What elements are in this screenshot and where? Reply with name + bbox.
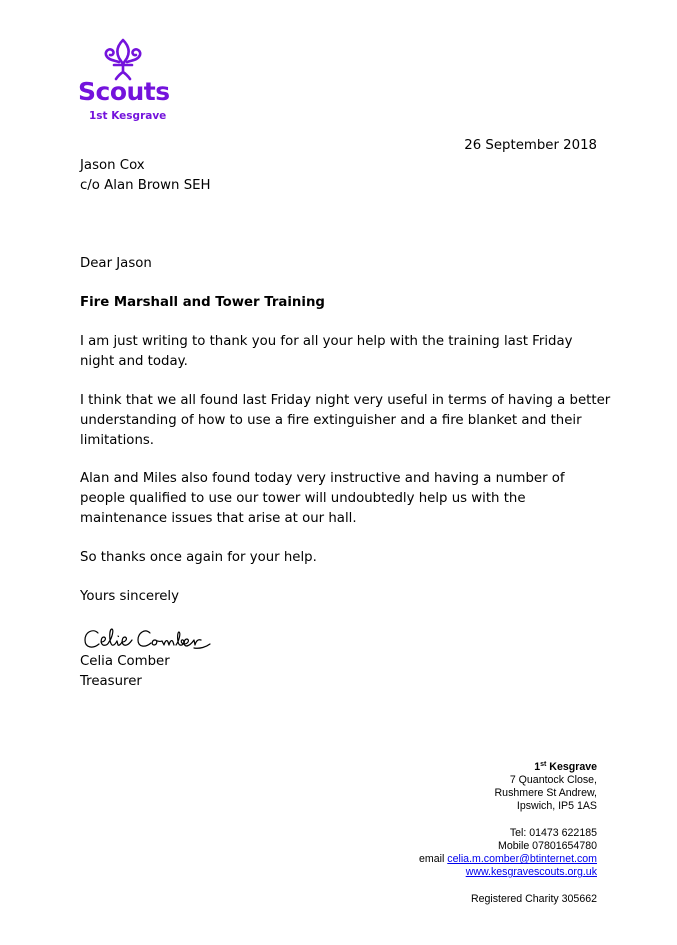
email-link[interactable]: celia.m.comber@btinternet.com <box>447 853 597 865</box>
salutation: Dear Jason <box>80 256 152 271</box>
paragraph-line: understanding of how to use a fire extinguisher and a fire blanket and their <box>80 413 582 428</box>
footer-spacer <box>337 813 597 827</box>
address-line: 7 Quantock Close, <box>509 774 597 786</box>
footer-organisation <box>337 761 597 774</box>
org-name: Kesgrave <box>549 761 597 773</box>
paragraph-line: maintenance issues that arise at our hall. <box>80 511 357 526</box>
email-line <box>337 853 597 866</box>
signatory-name: Celia Comber <box>80 654 170 669</box>
registered-charity: Registered Charity 305662 <box>470 893 597 905</box>
fleur-de-lis-icon <box>103 38 143 82</box>
footer-spacer <box>337 879 597 893</box>
logo-group-name: 1st Kesgrave <box>89 110 167 122</box>
mobile: Mobile 07801654780 <box>498 840 597 852</box>
footer-contact-block <box>337 761 597 906</box>
email-label: email <box>419 853 445 865</box>
letter-date: 26 September 2018 <box>464 138 597 153</box>
paragraph-line: night and today. <box>80 354 188 369</box>
org-number: 1 <box>534 761 541 773</box>
address-line: Ipswich, IP5 1AS <box>516 800 597 812</box>
address-line: Rushmere St Andrew, <box>494 787 597 799</box>
paragraph-line: people qualified to use our tower will undoubtedly help us with the <box>80 491 526 506</box>
scouts-logo <box>76 38 172 128</box>
logo-wordmark: Scouts <box>78 77 170 106</box>
paragraph-line: Alan and Miles also found today very instructive and having a number of <box>80 471 565 486</box>
paragraph-line: I am just writing to thank you for all your help with the training last Friday <box>80 334 573 349</box>
website-line <box>337 866 597 879</box>
paragraph-line: I think that we all found last Friday night very useful in terms of having a better <box>80 393 611 408</box>
signatory-title: Treasurer <box>80 674 142 689</box>
telephone: Tel: 01473 622185 <box>509 827 597 839</box>
recipient-care-of: c/o Alan Brown SEH <box>80 178 211 193</box>
closing: Yours sincerely <box>80 589 179 604</box>
paragraph-line: So thanks once again for your help. <box>80 550 317 565</box>
website-link[interactable]: www.kesgravescouts.org.uk <box>465 866 597 878</box>
recipient-name: Jason Cox <box>80 158 145 173</box>
org-ordinal-suffix: st <box>540 761 547 768</box>
subject-heading: Fire Marshall and Tower Training <box>80 295 325 310</box>
paragraph-line: limitations. <box>80 433 155 448</box>
